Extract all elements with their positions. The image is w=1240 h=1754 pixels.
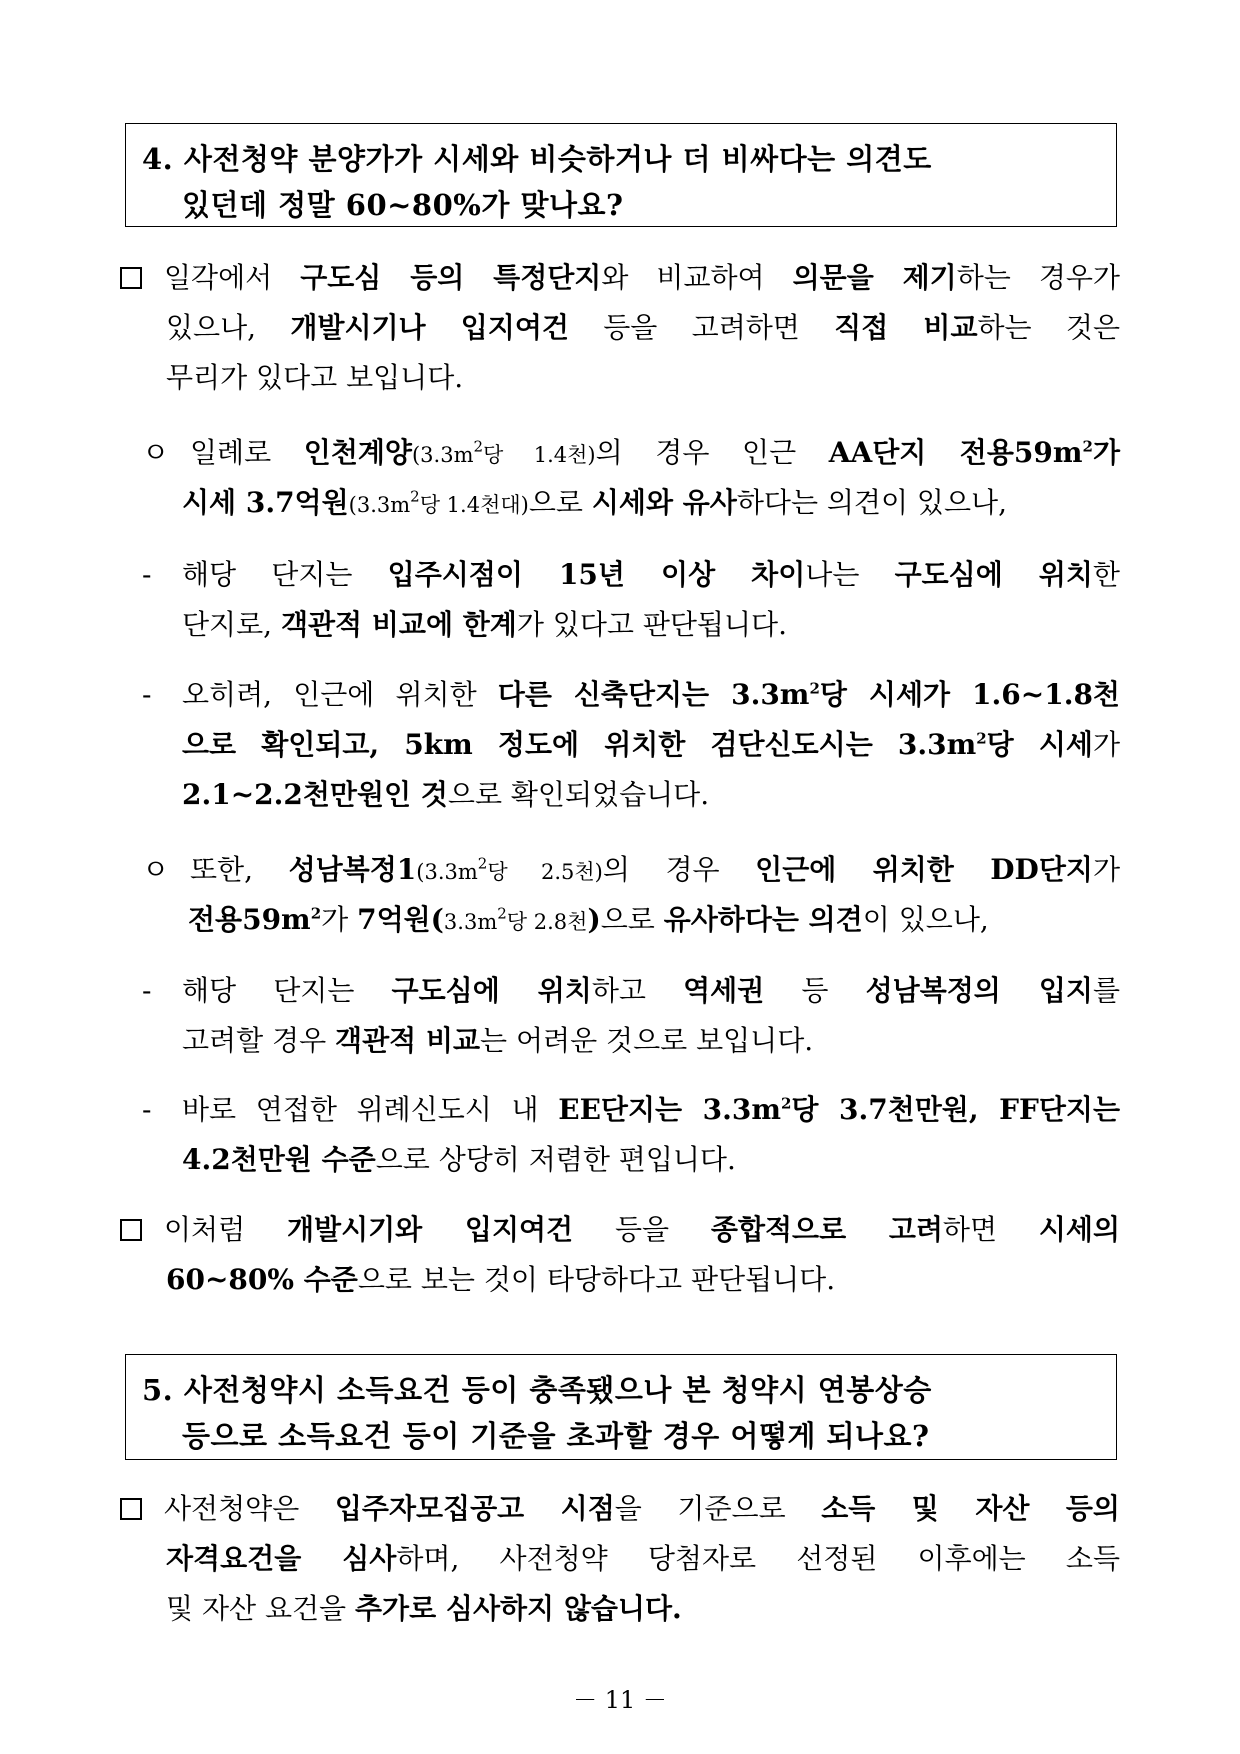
text-line: 고려할 경우 객관적 비교는 어려운 것으로 보입니다. [182,1024,814,1057]
question-4-line-1: 4. 사전청약 분양가가 시세와 비슷하거나 더 비싸다는 의견도 [142,142,932,176]
question-4-box [125,123,1117,227]
text-line: 시세 3.7억원($3.3m^2$당 1.4천대)으로 시세와 유사하다는 의견이 있으나, [182,486,1007,519]
text-line: 일각에서 구도심 등의 특정단지와 비교하여 의문을 제기하는 경우가 [120,253,1120,303]
text-line: ㅇ 일례로 인천계양($3.3m^2$당 1.4천)의 경우 인근 AA단지 전용$59m^2$가 [120,428,1120,478]
text-line: 무리가 있다고 보입니다. [166,361,464,394]
text-line: - 해당 단지는 입주시점이 15년 이상 차이나는 구도심에 위치한 [120,550,1120,600]
dash-bullet-icon: - [142,1093,152,1126]
dash-item-1 [120,550,1120,650]
text-line: 있으나, 개발시기나 입지여건 등을 고려하면 직접 비교하는 것은 [166,311,1120,344]
text-line: - 바로 연접한 위례신도시 내 EE단지는 $3.3m^2$당 3.7천만원, FF단지는 [120,1085,1120,1135]
text-line: 사전청약은 입주자모집공고 시점을 기준으로 소득 및 자산 등의 [120,1484,1120,1534]
dash-item-2 [120,670,1120,820]
dash-item-4 [120,1085,1120,1185]
example-paragraph-incheon [120,428,1120,528]
answer-paragraph-conclusion [120,1205,1120,1305]
square-bullet-icon [120,1498,142,1520]
text-line: 단지로, 객관적 비교에 한계가 있다고 판단됩니다. [182,608,787,641]
page-number: － 11 － [573,1686,667,1714]
question-5-line-1: 5. 사전청약시 소득요건 등이 충족됐으나 본 청약시 연봉상승 [142,1373,932,1407]
text-line: ㅇ 또한, 성남복정$1(3.3m^2$당 2.5천)의 경우 인근에 위치한 DD단지가 [120,845,1120,895]
dash-bullet-icon: - [142,974,152,1007]
dash-item-3 [120,966,1120,1066]
question-4-line-2: 있던데 정말 60~80%가 맞나요? [182,188,624,222]
text-line: 자격요건을 심사하며, 사전청약 당첨자로 선정된 이후에는 소득 [166,1542,1120,1575]
text-line: 으로 확인되고, 5km 정도에 위치한 검단신도시는 $3.3m^2$당 시세가 [182,728,1120,761]
square-bullet-icon [120,1219,142,1241]
text-line: 전용$59m^2$가 7억원($3.3m^2$당 2.8천)으로 유사하다는 의견이 있으나, [188,903,989,936]
text-line: 이처럼 개발시기와 입지여건 등을 종합적으로 고려하면 시세의 [120,1205,1120,1255]
text-line: - 해당 단지는 구도심에 위치하고 역세권 등 성남복정의 입지를 [120,966,1120,1016]
text-line: 및 자산 요건을 추가로 심사하지 않습니다. [166,1592,682,1625]
answer-paragraph-1 [120,253,1120,403]
text-line: 4.2천만원 수준으로 상당히 저렴한 편입니다. [182,1143,736,1176]
circle-bullet-icon: ㅇ [142,853,170,886]
answer-paragraph-q5 [120,1484,1120,1634]
circle-bullet-icon: ㅇ [142,436,170,469]
question-5-line-2: 등으로 소득요건 등이 기준을 초과할 경우 어떻게 되나요? [182,1419,930,1453]
square-bullet-icon [120,267,142,289]
question-5-box [125,1354,1117,1460]
text-line: 2.1~2.2천만원인 것으로 확인되었습니다. [182,778,710,811]
dash-bullet-icon: - [142,678,152,711]
text-line: 60~80% 수준으로 보는 것이 타당하다고 판단됩니다. [166,1263,836,1296]
text-line: - 오히려, 인근에 위치한 다른 신축단지는 $3.3m^2$당 시세가 1.6~1.8천 [120,670,1120,720]
dash-bullet-icon: - [142,558,152,591]
example-paragraph-seongnam [120,845,1120,945]
